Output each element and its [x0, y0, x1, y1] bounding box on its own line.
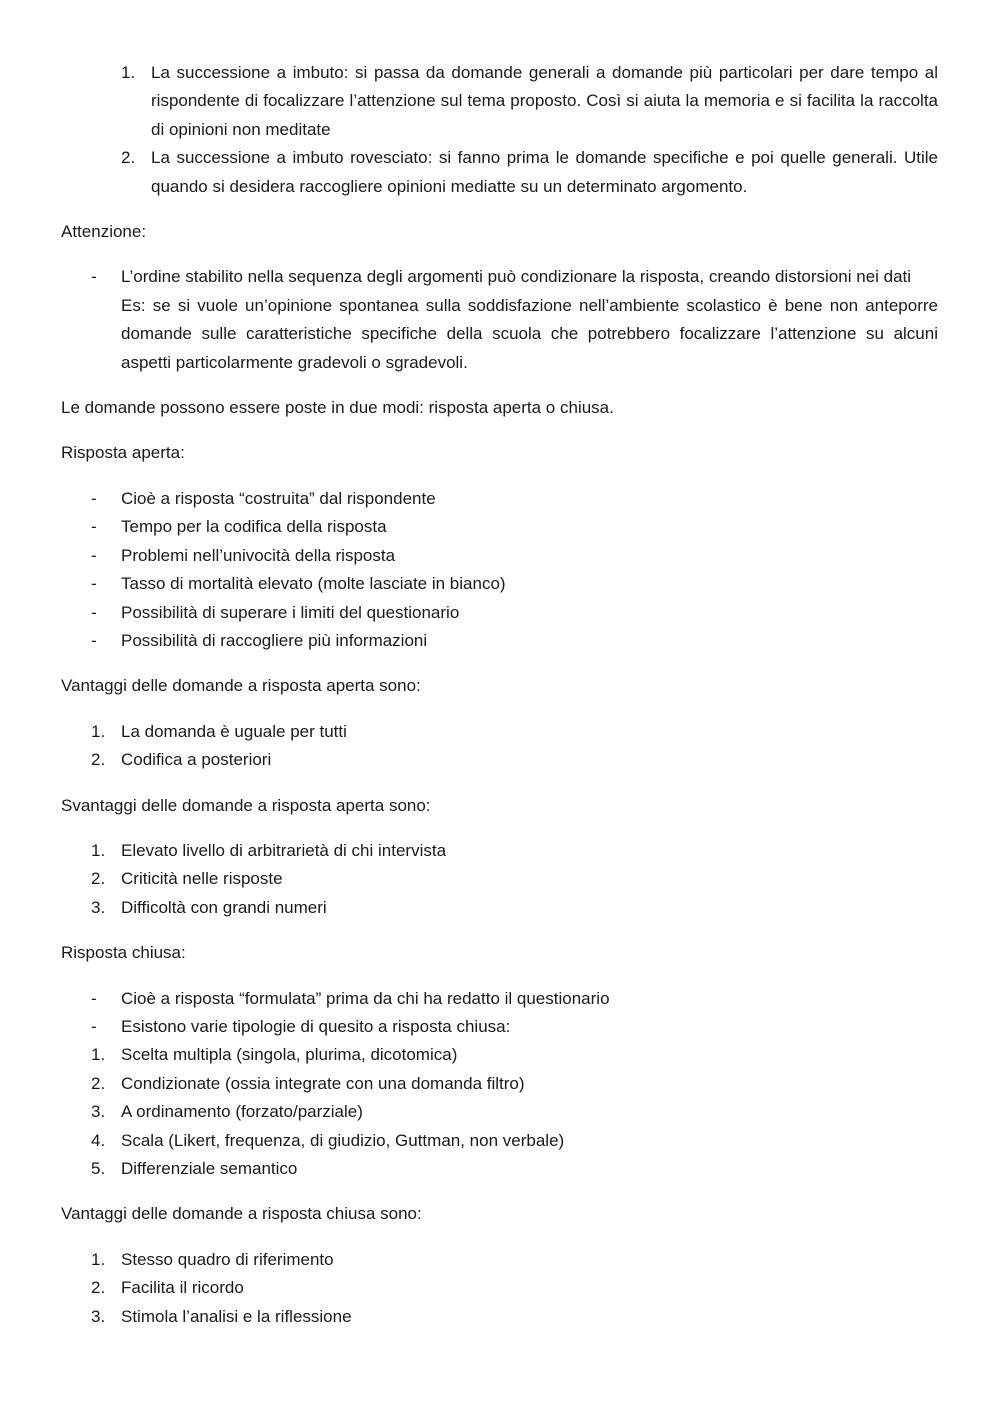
list-number: 3. — [91, 897, 106, 917]
attenzione-list — [61, 263, 938, 377]
list-item — [61, 746, 938, 774]
vantaggi-aperta-heading: Vantaggi delle domande a risposta aperta sono: — [61, 676, 421, 696]
list-number: 1. — [91, 1249, 106, 1269]
list-item — [61, 144, 938, 201]
list-number: 1. — [91, 721, 106, 741]
vantaggi-chiusa-list — [61, 1246, 938, 1331]
list-item-text: Scala (Likert, frequenza, di giudizio, Guttman, non verbale) — [121, 1130, 565, 1150]
list-item-text: Stesso quadro di riferimento — [121, 1249, 334, 1269]
list-item — [61, 985, 938, 1013]
list-item-text: Condizionate (ossia integrate con una domanda filtro) — [121, 1073, 525, 1093]
list-item-text: L’ordine stabilito nella sequenza degli argomenti può condizionare la risposta, creando distorsioni nei dati — [121, 267, 912, 287]
list-dash: - — [91, 574, 97, 594]
list-number: 4. — [91, 1130, 106, 1150]
list-dash: - — [91, 630, 97, 650]
list-item — [61, 1155, 938, 1183]
list-item-text: Facilita il ricordo — [121, 1278, 244, 1298]
list-dash: - — [91, 267, 97, 287]
list-item — [61, 599, 938, 627]
list-item-text: La successione a imbuto: si passa da domande generali a domande più particolari per dare tempo al rispondente di focalizzare l’attenzione sul tema proposto. Così si aiuta la memoria e si facilita la raccolta di opinioni non meditate — [151, 63, 938, 139]
list-dash: - — [91, 545, 97, 565]
list-number: 2. — [91, 869, 106, 889]
list-item-text: La domanda è uguale per tutti — [121, 721, 347, 741]
list-dash: - — [91, 488, 97, 508]
intro-paragraph: Le domande possono essere poste in due modi: risposta aperta o chiusa. — [61, 398, 614, 418]
list-item-text: Differenziale semantico — [121, 1159, 298, 1178]
list-item-text: Tasso di mortalità elevato (molte lasciate in bianco) — [121, 574, 506, 594]
list-dash: - — [91, 602, 97, 622]
list-item — [61, 1013, 938, 1041]
list-number: 1. — [91, 1045, 106, 1065]
list-item — [61, 627, 938, 655]
list-item — [61, 1303, 938, 1331]
list-item — [61, 485, 938, 513]
list-number: 2. — [121, 148, 136, 168]
list-item — [61, 894, 938, 922]
list-item — [61, 1041, 938, 1069]
list-item-text: Stimola l’analisi e la riflessione — [121, 1306, 352, 1326]
list-number: 1. — [91, 840, 106, 860]
list-item — [61, 718, 938, 746]
list-item — [61, 1246, 938, 1274]
list-item-text: A ordinamento (forzato/parziale) — [121, 1102, 363, 1122]
list-number: 2. — [91, 1073, 106, 1093]
list-dash: - — [91, 517, 97, 537]
attenzione-heading: Attenzione: — [61, 222, 147, 242]
example-text: Es: se si vuole un’opinione spontanea sulla soddisfazione nell’ambiente scolastico è bene non anteporre domande sulle caratteristiche specifiche della scuola che potrebbero focalizzare l’attenzione su alcuni aspetti particolarmente gradevoli o sgradevoli. — [121, 295, 938, 372]
list-item — [61, 542, 938, 570]
svantaggi-aperta-heading: Svantaggi delle domande a risposta aperta sono: — [61, 795, 431, 815]
svantaggi-aperta-list — [61, 837, 938, 922]
list-number: 1. — [121, 63, 136, 82]
aperta-heading: Risposta aperta: — [61, 443, 185, 463]
list-item-text: Criticità nelle risposte — [121, 869, 283, 889]
list-number: 3. — [91, 1102, 106, 1122]
list-item-text: Elevato livello di arbitrarietà di chi intervista — [121, 840, 447, 860]
list-item — [61, 59, 938, 144]
list-item — [61, 1274, 938, 1302]
vantaggi-chiusa-heading: Vantaggi delle domande a risposta chiusa sono: — [61, 1204, 422, 1224]
list-item — [61, 1127, 938, 1155]
list-item — [61, 865, 938, 893]
list-item-text: Possibilità di superare i limiti del questionario — [121, 602, 460, 622]
list-item-text: Possibilità di raccogliere più informazioni — [121, 630, 428, 650]
list-number: 5. — [91, 1159, 106, 1178]
list-dash: - — [91, 988, 97, 1008]
list-item — [61, 1070, 938, 1098]
list-item-text: Codifica a posteriori — [121, 750, 272, 770]
list-item-text: Scelta multipla (singola, plurima, dicotomica) — [121, 1045, 458, 1065]
list-number: 2. — [91, 1278, 106, 1298]
list-item — [61, 513, 938, 541]
list-item-text: Esistono varie tipologie di quesito a risposta chiusa: — [121, 1016, 511, 1036]
list-number: 3. — [91, 1306, 106, 1326]
list-item — [61, 1098, 938, 1126]
list-item — [61, 263, 938, 377]
list-item — [61, 837, 938, 865]
vantaggi-aperta-list — [61, 718, 938, 775]
list-dash: - — [91, 1016, 97, 1036]
list-item — [61, 570, 938, 598]
list-number: 2. — [91, 750, 106, 770]
list-item-text: Cioè a risposta “costruita” dal rispondente — [121, 488, 436, 508]
list-item-text: La successione a imbuto rovesciato: si fanno prima le domande specifiche e poi quelle generali. Utile quando si desidera raccogliere opinioni mediatte su un determinato argomento. — [151, 148, 938, 196]
list-item-text: Tempo per la codifica della risposta — [121, 517, 387, 537]
chiusa-heading: Risposta chiusa: — [61, 943, 186, 963]
chiusa-list — [61, 985, 938, 1184]
list-item-text: Cioè a risposta “formulata” prima da chi ha redatto il questionario — [121, 988, 610, 1008]
succession-list — [61, 59, 938, 201]
aperta-list — [61, 485, 938, 655]
list-item-text: Difficoltà con grandi numeri — [121, 897, 327, 917]
list-item-text: Problemi nell’univocità della risposta — [121, 545, 396, 565]
